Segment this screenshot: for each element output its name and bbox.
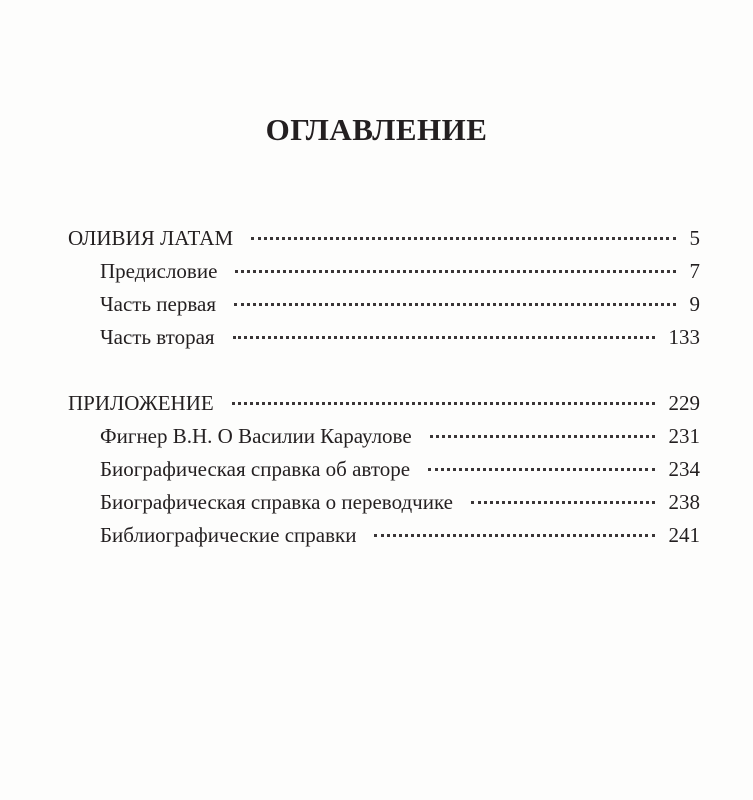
toc-entry-label: Биографическая справка о переводчике — [100, 490, 453, 514]
toc-entry-page: 241 — [668, 523, 700, 547]
toc-entry — [68, 486, 700, 519]
toc-entry — [68, 519, 700, 552]
toc-entry-label: Часть вторая — [100, 325, 215, 349]
dot-leader — [430, 435, 655, 438]
dot-leader — [471, 501, 655, 504]
toc-entry — [68, 321, 700, 354]
dot-leader — [235, 270, 675, 273]
dot-leader — [233, 336, 655, 339]
toc-entry-part — [68, 387, 700, 420]
toc-entry-page: 7 — [689, 259, 700, 283]
dot-leader — [374, 534, 654, 537]
toc-entry-part — [68, 222, 700, 255]
table-of-contents — [68, 222, 700, 552]
toc-entry-label: ОЛИВИЯ ЛАТАМ — [68, 226, 234, 250]
toc-entry-label: Часть первая — [100, 292, 216, 316]
toc-entry-label: Библиографические справки — [100, 523, 357, 547]
toc-entry-page: 231 — [668, 424, 700, 448]
toc-entry-label: ПРИЛОЖЕНИЕ — [68, 391, 214, 415]
toc-entry-page: 238 — [668, 490, 700, 514]
toc-entry-page: 9 — [689, 292, 700, 316]
dot-leader — [251, 237, 675, 240]
toc-entry-page: 133 — [668, 325, 700, 349]
toc-entry-label: Фигнер В.Н. О Василии Караулове — [100, 424, 412, 448]
dot-leader — [234, 303, 676, 306]
toc-entry — [68, 255, 700, 288]
toc-entry — [68, 420, 700, 453]
page-title: ОГЛАВЛЕНИЕ — [265, 112, 488, 147]
dot-leader — [232, 402, 655, 405]
toc-entry-page: 229 — [668, 391, 700, 415]
toc-entry-page: 5 — [689, 226, 700, 250]
dot-leader — [428, 468, 654, 471]
toc-entry-label: Биографическая справка об авторе — [100, 457, 411, 481]
toc-entry-label: Предисловие — [100, 259, 218, 283]
toc-entry-page: 234 — [668, 457, 700, 481]
toc-entry — [68, 288, 700, 321]
toc-entry — [68, 453, 700, 486]
